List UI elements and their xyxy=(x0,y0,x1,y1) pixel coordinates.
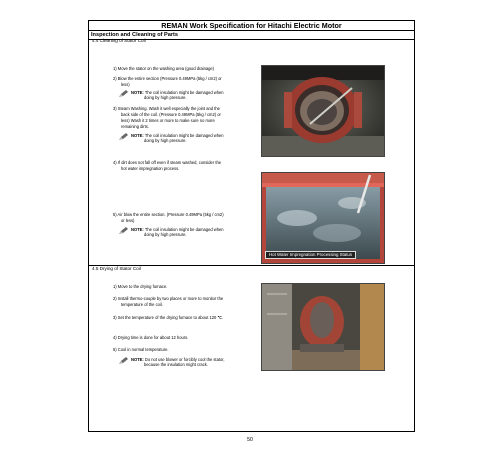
note-3-label: NOTE: xyxy=(131,227,144,232)
note-2-label: NOTE: xyxy=(131,133,144,138)
pencil-icon xyxy=(119,90,128,97)
step-3-line1: 3) Steam Washing. Wash it well especially the joint and the xyxy=(113,106,220,111)
step-3-line2: back side of the coil. (Pressure 0.49MPa (5kg / cm2) or xyxy=(121,112,221,117)
step-4-line2: hot water impregnation process. xyxy=(121,166,180,171)
drying-note-label: NOTE: xyxy=(131,357,144,362)
note-2-line1: The coil insulation might be damaged when xyxy=(144,133,224,138)
section-4-4-heading: 4.4 Cleaning of Stator Coil xyxy=(92,38,146,43)
step-1: 1) Move the stator on the washing area (good drainage) xyxy=(113,66,215,71)
drying-step-2-line1: 2) Install thermo-couple by two places or more to monitor the xyxy=(113,296,224,301)
drying-step-3: 3) Set the temperature of the drying furnace to about 120 ℃. xyxy=(113,315,224,320)
note-1-line2: doing by high pressure. xyxy=(144,95,187,100)
section-4-5 xyxy=(89,266,414,401)
note-1-label: NOTE: xyxy=(131,90,144,95)
note-3-line1: The coil insulation might be damaged when xyxy=(144,227,224,232)
pencil-icon xyxy=(119,357,128,364)
step-3-line4: remaining dirts. xyxy=(121,124,149,129)
pencil-icon xyxy=(119,227,128,234)
drying-step-1: 1) Move to the drying furnace. xyxy=(113,284,168,289)
photo-caption: Hot Water Impregnation Processing Status xyxy=(265,251,356,259)
document-page xyxy=(88,20,415,432)
step-2-line1: 2) Blow the entire section (Pressure 0.49MPa (5kg / cm2) or xyxy=(113,76,222,81)
document-subtitle: Inspection and Cleaning of Parts xyxy=(89,31,414,40)
step-2-line2: less) xyxy=(121,82,130,87)
pencil-icon xyxy=(119,133,128,140)
note-1-line1: The coil insulation might be damaged when xyxy=(144,90,224,95)
section-4-5-heading: 4.5 Drying of Stator Coil xyxy=(92,266,141,271)
page-number: 50 xyxy=(247,437,253,443)
note-2-line2: doing by high pressure. xyxy=(144,138,187,143)
step-3-line3: less) Wash it 2 times or more to make sure no more xyxy=(121,118,215,123)
drying-step-2-line2: temperature of the coil. xyxy=(121,302,163,307)
drying-furnace-photo xyxy=(261,283,385,371)
stator-photo xyxy=(261,65,385,157)
drying-note-line1: Do not use blower or forcibly cool the stator, xyxy=(144,357,225,362)
document-title: REMAN Work Specification for Hitachi Electric Motor xyxy=(89,21,414,31)
step-5-line1: 5) Air blow the entire section. (Pressure 0.49MPa (5kg / cm2) xyxy=(113,212,224,217)
step-5-line2: or less) xyxy=(121,218,135,223)
section-4-4 xyxy=(89,38,414,266)
step-4-line1: 4) If dirt does not fall off even if steam washed, consider the xyxy=(113,160,222,165)
drying-step-4: 4) Drying time is done for about 12 hours. xyxy=(113,335,189,340)
drying-note-line2: because the insulation might crack. xyxy=(144,362,208,367)
drying-step-5: 5) Cool in normal temperature. xyxy=(113,347,169,352)
note-3-line2: doing by high pressure. xyxy=(144,232,187,237)
